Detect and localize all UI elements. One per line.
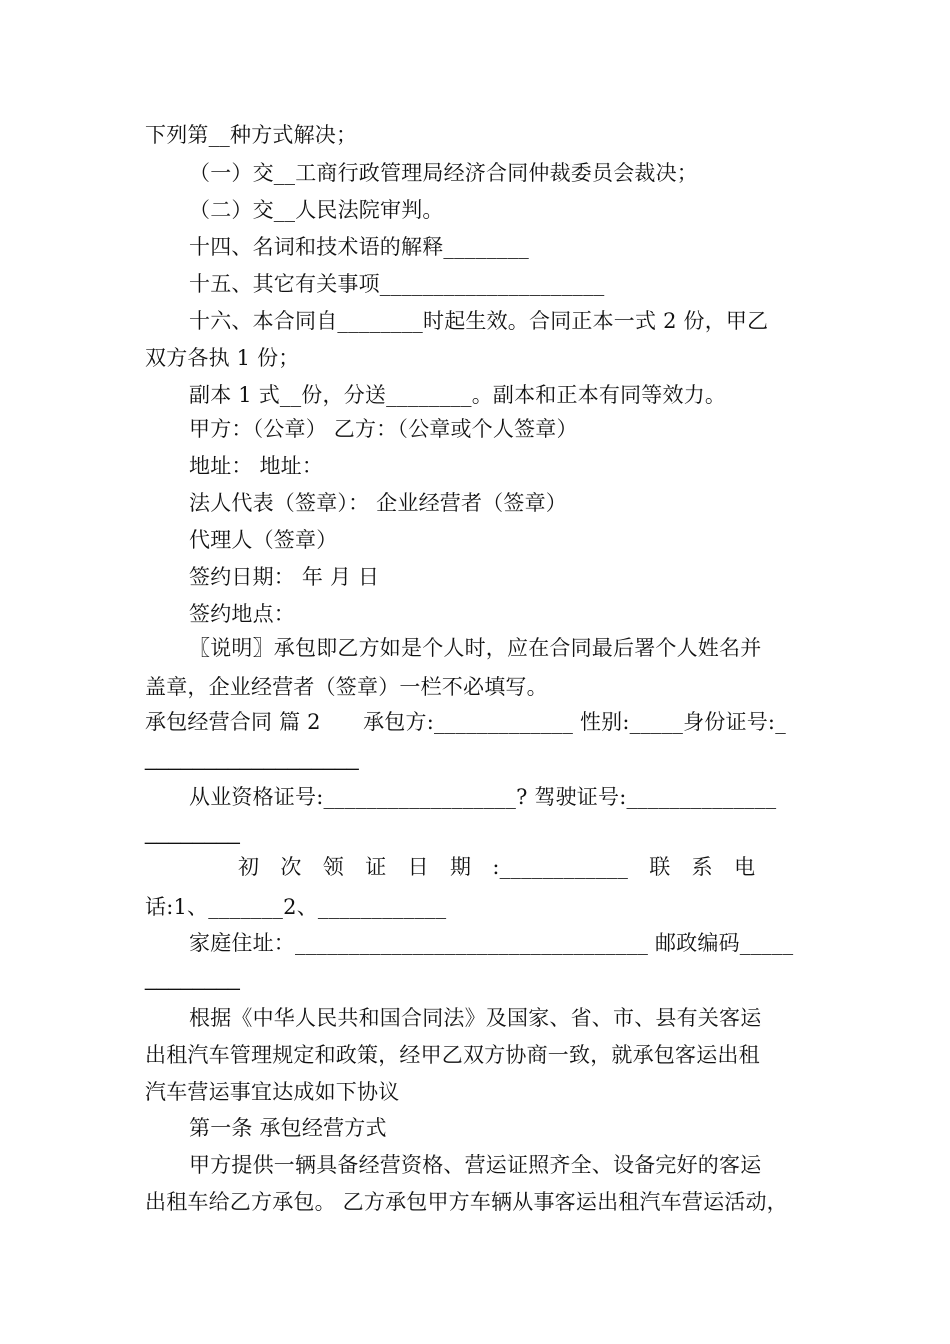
text-line: 汽车营运事宜达成如下协议 [145,1080,400,1104]
text-line: __________________ [145,748,359,771]
section-heading-line: 承包经营合同 篇 2 承包方:_____________ 性别:_____身份证号:_ [145,710,786,734]
text-line: 签约地点： [189,602,295,626]
text-line: 从业资格证号:__________________? 驾驶证号:______________ [189,785,777,809]
text-line: 法人代表（签章）： 企业经营者（签章） [189,491,567,515]
text-line: 下列第__种方式解决； [145,123,358,147]
text-line: （二）交__人民法院审判。 [189,198,444,222]
text-line: ________ [145,968,241,991]
text-line: 代理人（签章） [189,528,338,552]
text-line: 出租汽车管理规定和政策，经甲乙双方协商一致，就承包客运出租 [145,1043,760,1067]
text-line: ________ [145,822,241,845]
text-line: 根据《中华人民共和国合同法》及国家、省、市、县有关客运 [189,1006,762,1030]
text-line: 甲方：（公章） 乙方：（公章或个人签章） [189,417,578,441]
text-line: 家庭住址：_________________________________ 邮政编码_____ [189,931,794,955]
text-line: 副本 1 式__份，分送________。副本和正本有同等效力。 [189,383,727,407]
text-line: 地址： 地址： [189,454,324,478]
text-line: 第一条 承包经营方式 [189,1116,387,1140]
text-line: 甲方提供一辆具备经营资格、营运证照齐全、设备完好的客运 [189,1153,762,1177]
text-line: 十五、其它有关事项_____________________ [189,272,605,296]
text-line: （一）交__工商行政管理局经济合同仲裁委员会裁决； [189,161,698,185]
text-line: 话:1、_______2、____________ [145,895,447,919]
text-line: 初 次 领 证 日 期 :____________ 联 系 电 [238,855,756,879]
text-line: 十六、本合同自________时起生效。合同正本一式 2 份，甲乙 [189,309,769,333]
text-line: 签约日期： 年 月 日 [189,565,380,589]
text-line: 出租车给乙方承包。 乙方承包甲方车辆从事客运出租汽车营运活动， [145,1190,788,1214]
text-line: 十四、名词和技术语的解释________ [189,235,529,259]
text-line: 〖说明〗承包即乙方如是个人时，应在合同最后署个人姓名并 [189,636,762,660]
text-line: 双方各执 1 份； [145,346,300,370]
text-line: 盖章，企业经营者（签章）一栏不必填写。 [145,675,548,699]
